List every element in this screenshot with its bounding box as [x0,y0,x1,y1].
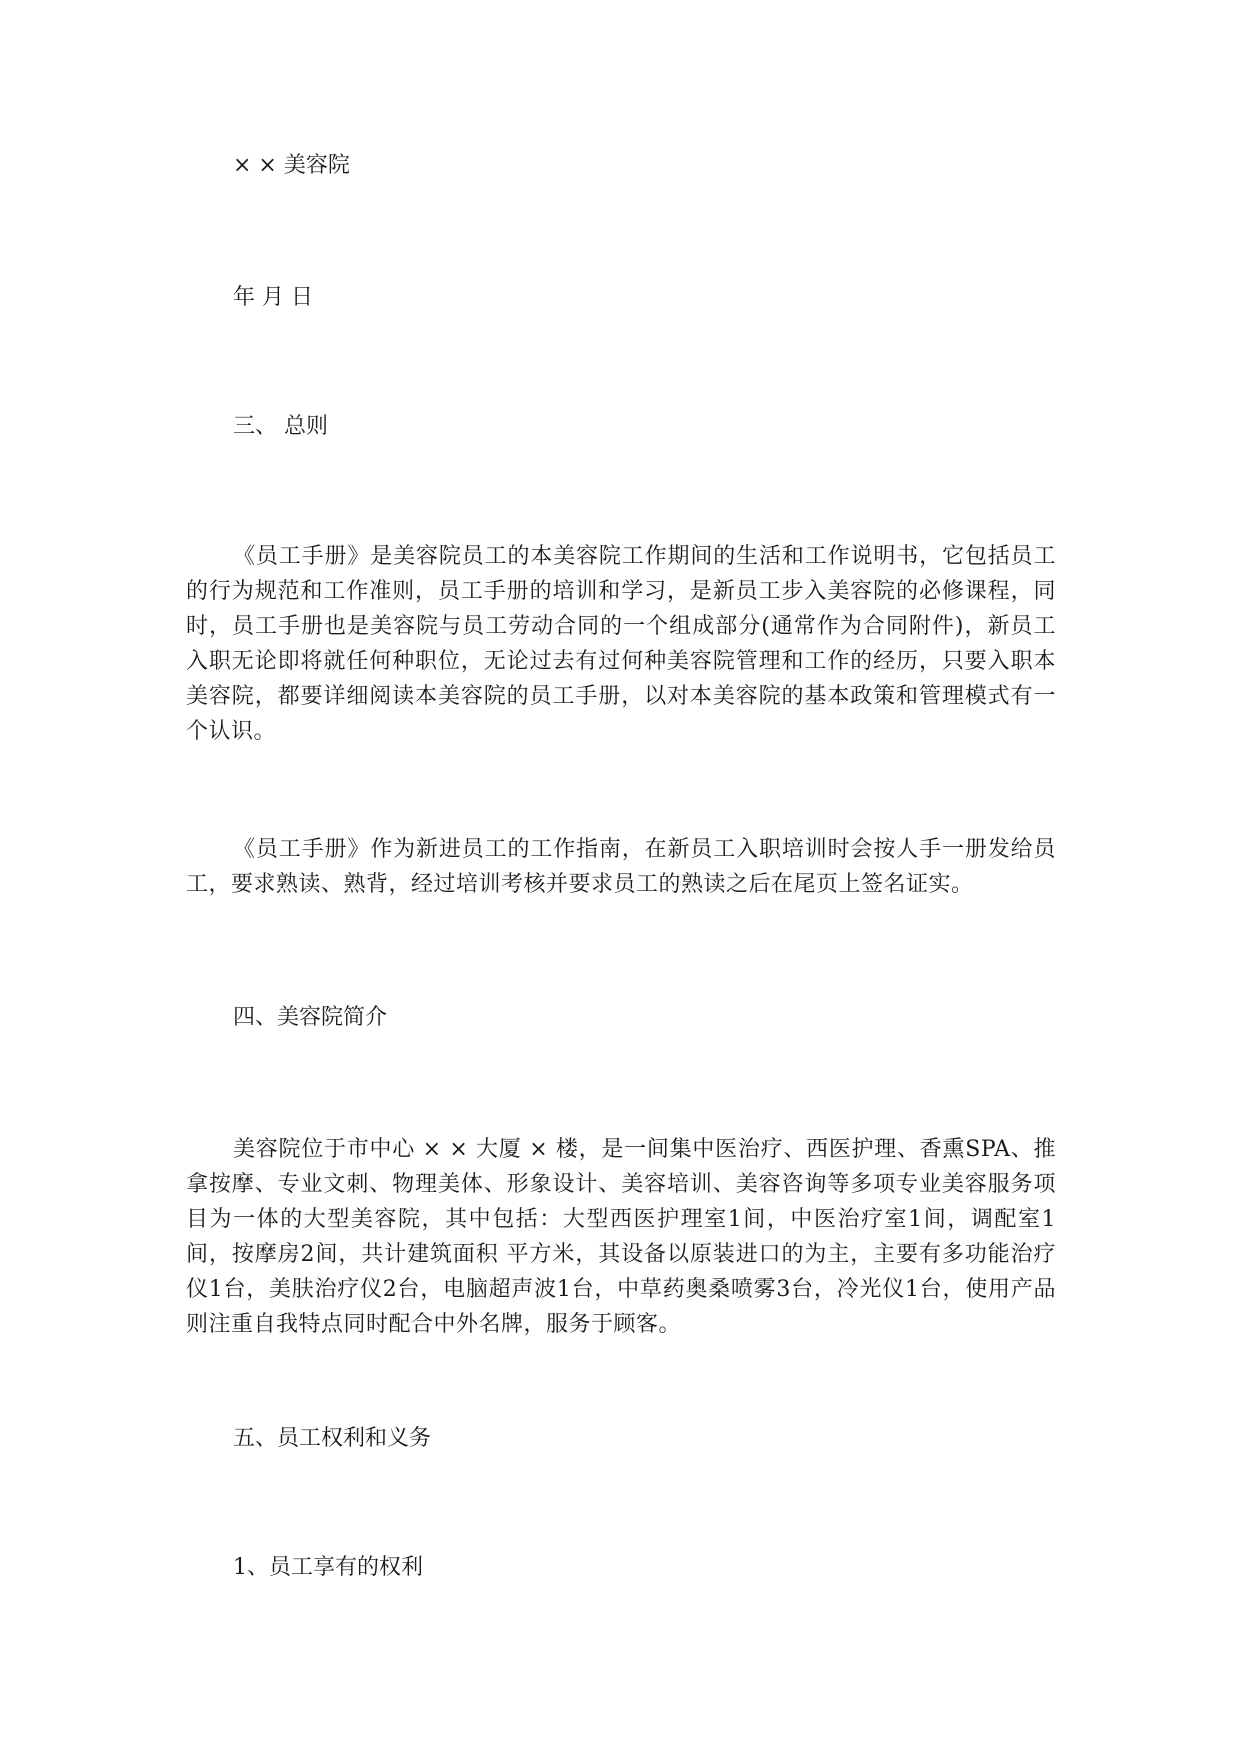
section-4-paragraph-1: 美容院位于市中心 × × 大厦 × 楼，是一间集中医治疗、西医护理、香熏SPA、推拿按摩、专业文刺、物理美体、形象设计、美容培训、美容咨询等多项专业美容服务项目为一体的大型美容院，其中包括：大型西医护理室1间，中医治疗室1间，调配室1间，按摩房2间，共计建筑面积 平方米，其设备以原装进口的为主，主要有多功能治疗仪1台，美肤治疗仪2台，电脑超声波1台，中草药奥桑喷雾3台，冷光仪1台，使用产品则注重自我特点同时配合中外名牌，服务于顾客。 [186,1137,1056,1337]
organization-name: × × 美容院 [233,153,350,178]
section-5-subheading-1: 1、员工享有的权利 [233,1555,423,1580]
date-line: 年 月 日 [233,285,313,310]
section-4-heading: 四、美容院简介 [233,1005,388,1030]
section-3-paragraph-1: 《员工手册》是美容院员工的本美容院工作期间的生活和工作说明书，它包括员工的行为规范和工作准则，员工手册的培训和学习，是新员工步入美容院的必修课程，同时，员工手册也是美容院与员工劳动合同的一个组成部分(通常作为合同附件)，新员工入职无论即将就任何种职位，无论过去有过何种美容院管理和工作的经历，只要入职本美容院，都要详细阅读本美容院的员工手册，以对本美容院的基本政策和管理模式有一个认识。 [186,544,1056,744]
section-5-heading: 五、员工权利和义务 [233,1426,432,1451]
section-3-paragraph-2: 《员工手册》作为新进员工的工作指南，在新员工入职培训时会按人手一册发给员工，要求熟读、熟背，经过培训考核并要求员工的熟读之后在尾页上签名证实。 [186,837,1056,897]
section-3-heading: 三、 总则 [233,414,328,439]
